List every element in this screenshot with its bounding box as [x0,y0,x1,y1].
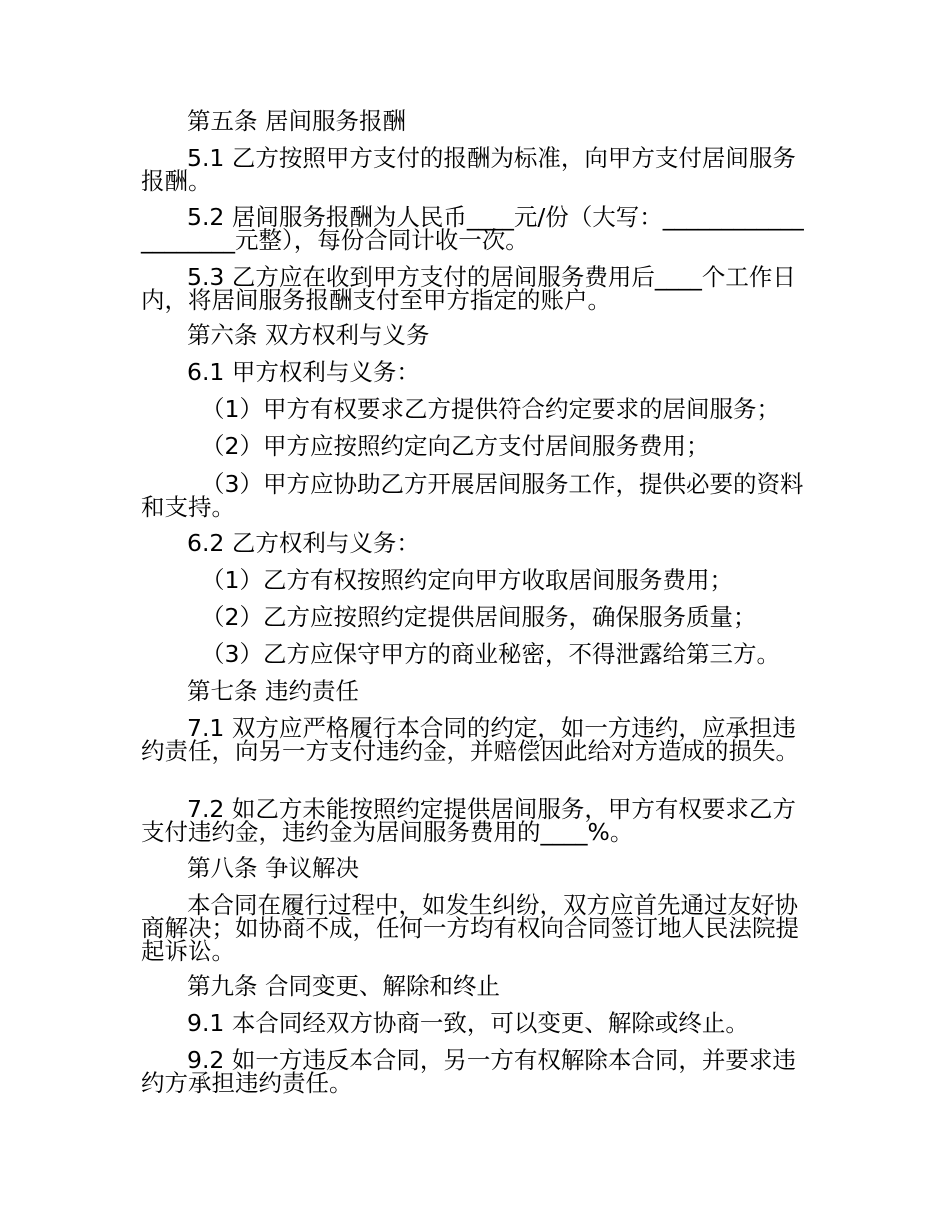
clause-5-3: 5.3 乙方应在收到甲方支付的居间服务费用后____个工作日内，将居间服务报酬支付至甲方指定的账户。 [141,263,796,314]
clause-6-1-item-2: （2）甲方应按照约定向乙方支付居间服务费用； [201,432,710,460]
clause-5-1: 5.1 乙方按照甲方支付的报酬为标准，向甲方支付居间服务报酬。 [141,144,796,195]
clause-6-1-item-3: （3）甲方应协助乙方开展居间服务工作，提供必要的资料和支持。 [141,470,804,521]
clause-9-1: 9.1 本合同经双方协商一致，可以变更、解除或终止。 [187,1009,749,1037]
clause-6-2-item-1: （1）乙方有权按照约定向甲方收取居间服务费用； [201,566,733,594]
clause-6-2-item-3: （3）乙方应保守甲方的商业秘密，不得泄露给第三方。 [201,640,780,668]
clause-6-1: 6.1 甲方权利与义务： [187,358,420,386]
clause-7-2: 7.2 如乙方未能按照约定提供居间服务，甲方有权要求乙方支付违约金，违约金为居间服务费用的____%。 [141,795,796,846]
article-5-heading: 第五条 居间服务报酬 [187,107,406,135]
article-7-heading: 第七条 违约责任 [187,677,359,705]
article-8-heading: 第八条 争议解决 [187,854,359,882]
clause-6-2-item-2: （2）乙方应按照约定提供居间服务，确保服务质量； [201,603,757,631]
clause-9-2: 9.2 如一方违反本合同，另一方有权解除本合同，并要求违约方承担违约责任。 [141,1046,796,1097]
article-9-heading: 第九条 合同变更、解除和终止 [187,972,500,1000]
clause-5-2: 5.2 居间服务报酬为人民币____元/份（大写：____________________元整），每份合同计收一次。 [141,203,804,254]
clause-6-2: 6.2 乙方权利与义务： [187,529,420,557]
clause-7-1: 7.1 双方应严格履行本合同的约定，如一方违约，应承担违约责任，向另一方支付违约金，并赔偿因此给对方造成的损失。 [141,714,799,765]
clause-8-body: 本合同在履行过程中，如发生纠纷，双方应首先通过友好协商解决；如协商不成，任何一方均有权向合同签订地人民法院提起诉讼。 [141,891,799,965]
article-6-heading: 第六条 双方权利与义务 [187,321,430,349]
clause-6-1-item-1: （1）甲方有权要求乙方提供符合约定要求的居间服务； [201,395,780,423]
